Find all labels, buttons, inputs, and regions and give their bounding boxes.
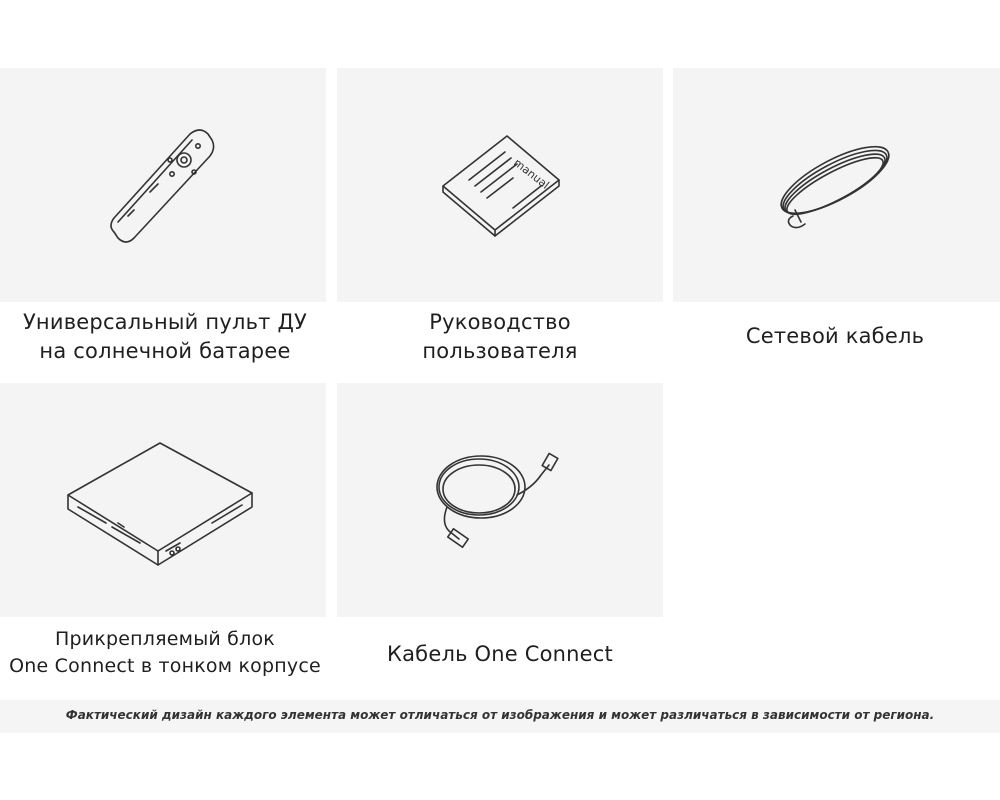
user-manual-icon: [337, 68, 663, 302]
footnote-text: Фактический дизайн каждого элемента может отличаться от изображения и может различаться в зависимости от региона.: [65, 708, 935, 722]
item-remote-image: [0, 68, 326, 302]
item-one-connect-box-label: [0, 626, 330, 680]
one-connect-cable-icon: [337, 383, 663, 617]
item-power-cable-label: [670, 322, 1000, 351]
item-manual-label: [334, 308, 666, 366]
item-remote-label-line-2: на солнечной батарее: [39, 339, 291, 363]
item-one-connect-box-label-line-2: One Connect в тонком корпусе: [9, 655, 321, 677]
item-one-connect-box-label-line-1: Прикрепляемый блок: [55, 628, 275, 650]
manual-cover-text: manual: [511, 156, 552, 192]
item-one-connect-cable-label: [334, 640, 666, 669]
item-manual-label-line-2: пользователя: [422, 339, 578, 363]
item-manual-image: [337, 68, 663, 302]
item-power-cable-image: [673, 68, 1000, 302]
one-connect-box-icon: [0, 383, 326, 617]
item-remote-label-line-1: Универсальный пульт ДУ: [22, 310, 308, 334]
item-manual-label-line-1: Руководство: [429, 310, 571, 334]
item-one-connect-cable-label-line-1: Кабель One Connect: [387, 642, 613, 666]
solar-remote-control-icon: [0, 68, 326, 302]
item-remote-label: [0, 308, 330, 366]
item-one-connect-cable-image: [337, 383, 663, 617]
item-power-cable-label-line-1: Сетевой кабель: [745, 324, 925, 348]
item-one-connect-box-image: [0, 383, 326, 617]
power-cable-icon: [673, 68, 1000, 302]
